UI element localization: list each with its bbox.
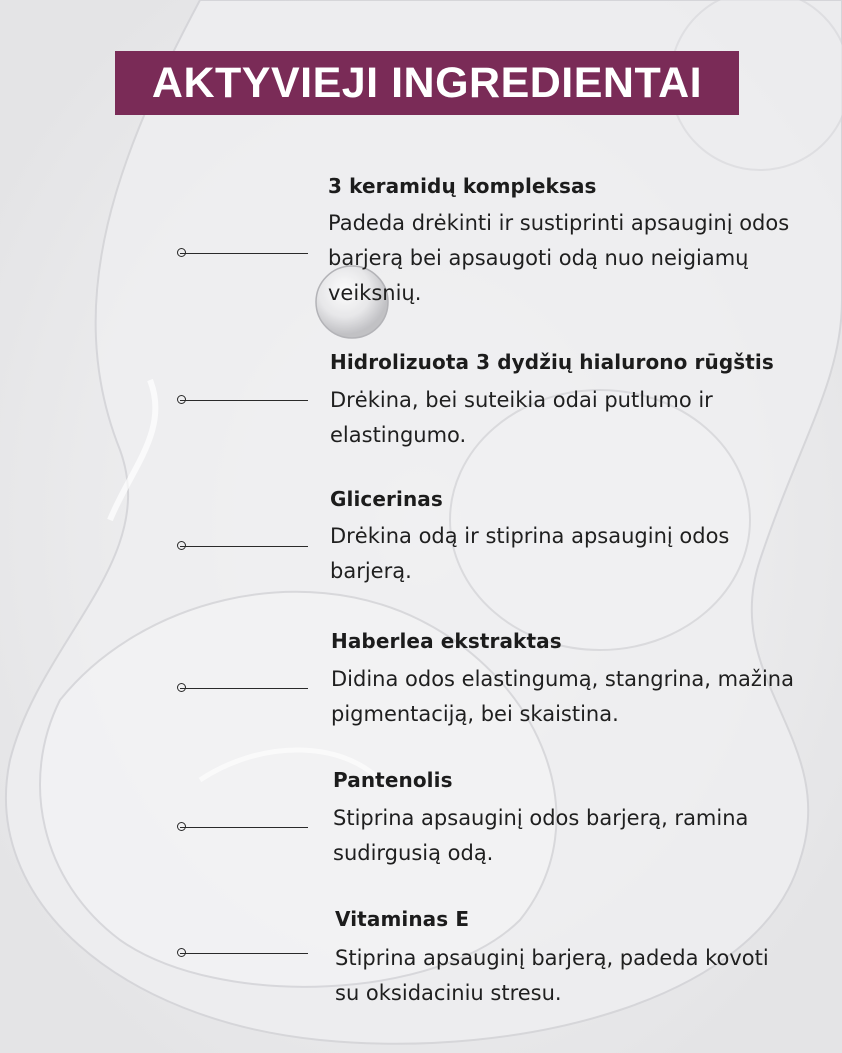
ingredient-item (0, 170, 842, 305)
leader-dot-icon (177, 541, 186, 550)
leader-line (180, 253, 308, 254)
ingredient-item (0, 905, 842, 1035)
leader-line (180, 546, 308, 547)
ingredient-description: Stiprina apsauginį barjerą, padeda kovoti su oksidaciniu stresu. (335, 946, 769, 1005)
ingredient-item (0, 627, 842, 757)
ingredient-item (0, 348, 842, 478)
ingredient-description: Padeda drėkinti ir sustiprinti apsauginį odos barjerą bei apsaugoti odą nuo neigiamų veiksnių. (328, 211, 790, 305)
page-title: AKTYVIEJI INGREDIENTAI (151, 58, 703, 107)
leader-dot-icon (177, 822, 186, 831)
leader-line (180, 827, 308, 828)
ingredient-description: Drėkina, bei suteikia odai putlumo ir elastingumo. (330, 388, 713, 447)
leader-dot-icon (177, 948, 186, 957)
leader-dot-icon (177, 248, 186, 257)
title-banner (115, 51, 739, 115)
ingredient-name: Haberlea ekstraktas (331, 629, 562, 653)
ingredient-name: Pantenolis (333, 768, 453, 792)
ingredient-name: Glicerinas (330, 487, 443, 511)
ingredient-description: Didina odos elastingumą, stangrina, mažina pigmentaciją, bei skaistina. (331, 667, 794, 726)
ingredient-description: Drėkina odą ir stiprina apsauginį odos barjerą. (330, 524, 730, 583)
ingredient-name: Vitaminas E (335, 907, 470, 931)
leader-dot-icon (177, 683, 186, 692)
ingredient-description: Stiprina apsauginį odos barjerą, ramina sudirgusią odą. (333, 806, 749, 865)
leader-line (180, 953, 308, 954)
ingredient-name: Hidrolizuota 3 dydžių hialurono rūgštis (330, 350, 774, 374)
leader-line (180, 688, 308, 689)
leader-line (180, 400, 308, 401)
ingredient-item (0, 485, 842, 615)
ingredient-name: 3 keramidų kompleksas (328, 174, 597, 198)
leader-dot-icon (177, 395, 186, 404)
ingredient-item (0, 766, 842, 896)
